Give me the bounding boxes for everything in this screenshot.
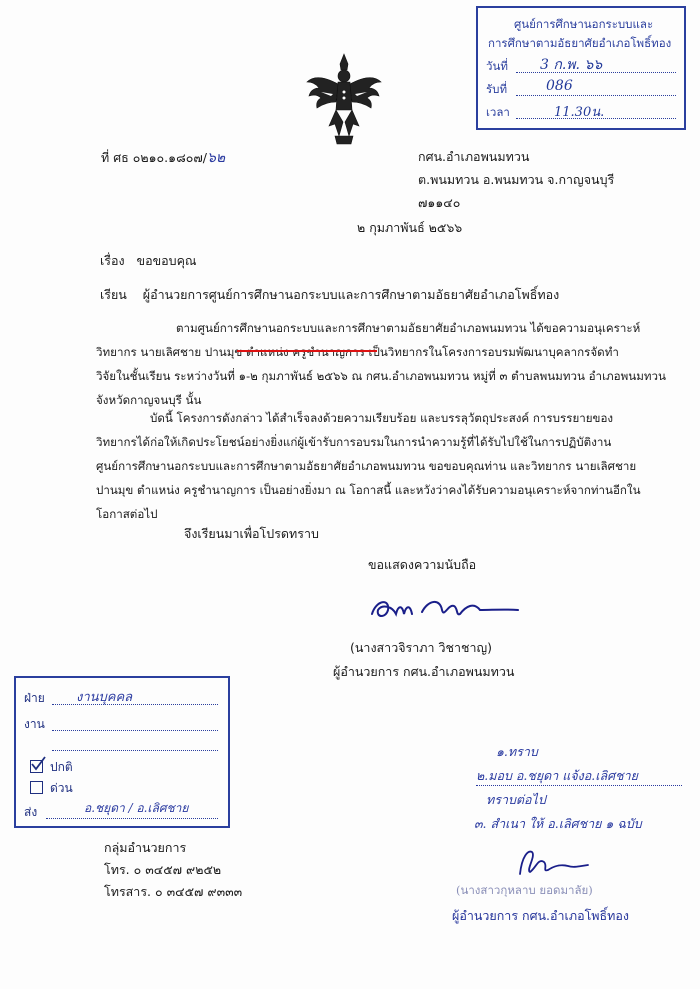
closing-regards: ขอแสดงความนับถือ — [368, 557, 477, 572]
paragraph-body — [96, 406, 668, 526]
paragraph-line: ศูนย์การศึกษานอกระบบและการศึกษาตามอัธยาศัยอำเภอพนมทวน ขอขอบคุณท่าน และวิทยากร นายเลิศชาย — [96, 459, 637, 473]
footer-group: กลุ่มอำนวยการ — [104, 840, 187, 855]
sender-line1: กศน.อำเภอพนมทวน — [418, 149, 530, 164]
receive-stamp — [476, 6, 686, 130]
director-title: ผู้อำนวยการ กศน.อำเภอโพธิ์ทอง — [452, 908, 630, 923]
document-date: ๒ กุมภาพันธ์ ๒๕๖๖ — [357, 220, 463, 235]
stamp-number-value: 086 — [546, 78, 573, 94]
paragraph-line: ตามศูนย์การศึกษานอกระบบและการศึกษาตามอัธยาศัยอำเภอพนมทวน ได้ขอความอนุเคราะห์ — [176, 321, 641, 335]
subject-label: เรื่อง — [100, 253, 125, 268]
stamp-org-line1: ศูนย์การศึกษานอกระบบและ — [514, 17, 654, 31]
send-label: ส่ง — [24, 805, 38, 819]
stamp-time-value: 11.30น. — [554, 105, 605, 120]
document-reference — [101, 147, 225, 169]
recipient-text: ผู้อำนวยการศูนย์การศึกษานอกระบบและการศึกษาตามอัธยาศัยอำเภอโพธิ์ทอง — [142, 287, 560, 302]
reference-prefix: ที่ ศธ ๐๒๑๐.๑๘๐๗/ — [101, 150, 207, 165]
check-mark-icon — [29, 756, 47, 772]
signer-title: ผู้อำนวยการ กศน.อำเภอพนมทวน — [333, 664, 515, 679]
red-underline-mark — [237, 350, 377, 352]
recipient-line — [100, 285, 559, 305]
recipient-label: เรียน — [100, 287, 127, 302]
garuda-emblem-icon — [305, 52, 383, 146]
paragraph-line: วิทยากร นายเลิศชาย ปานมุข ตำแหน่ง ครูชำนาญการ เป็นวิทยากรในโครงการอบรมพัฒนาบุคลากรจัดทำ — [96, 345, 619, 359]
division-label: ฝ่าย — [24, 691, 45, 705]
stamp-org-line2: การศึกษาตามอัธยาศัยอำเภอโพธิ์ทอง — [488, 36, 672, 50]
footer-fax: โทรสาร. ๐ ๓๔๕๗ ๙๓๓๓ — [104, 884, 243, 899]
note-line4: ๓. สำเนา ให้ อ.เลิศชาย ๑ ฉบับ — [474, 816, 642, 831]
director-name: (นางสาวกุหลาบ ยอดมาลัย) — [456, 883, 593, 897]
paragraph-intro — [96, 316, 668, 412]
urgent-checkbox — [30, 781, 43, 794]
reference-number: ๖๒ — [206, 150, 226, 166]
signer-name: (นางสาวจิราภา วิชาชาญ) — [350, 640, 493, 655]
subject-line — [100, 251, 197, 271]
sender-line3: ๗๑๑๔๐ — [418, 195, 461, 210]
paragraph-line: โอกาสต่อไป — [96, 507, 158, 521]
urgent-label: ด่วน — [50, 781, 73, 795]
routing-stamp — [14, 676, 230, 828]
note-line3: ทราบต่อไป — [486, 792, 546, 807]
paragraph-line: ปานมุข ตำแหน่ง ครูชำนาญการ เป็นอย่างยิ่งมา ณ โอกาสนี้ และหวังว่าคงได้รับความอนุเคราะห์จากท่านอีกใน — [96, 483, 641, 497]
closing-inform: จึงเรียนมาเพื่อโปรดทราบ — [184, 526, 319, 541]
note-line1: ๑.ทราบ — [496, 744, 538, 759]
work-label: งาน — [24, 717, 45, 731]
subject-text: ขอขอบคุณ — [136, 253, 197, 268]
stamp-date-label: วันที่ — [486, 59, 508, 73]
paragraph-line: วิทยากรได้ก่อให้เกิดประโยชน์อย่างยิ่งแก่ผู้เข้ารับการอบรมในการนำความรู้ที่ได้รับไปใช้ในการปฏิบัติงาน — [96, 435, 612, 449]
director-signature-image — [512, 846, 592, 880]
paragraph-line: บัดนี้ โครงการดังกล่าว ได้สำเร็จลงด้วยความเรียบร้อย และบรรลุวัตถุประสงค์ การบรรยายของ — [150, 411, 614, 425]
division-value: งานบุคคล — [76, 690, 133, 705]
footer-phone: โทร. ๐ ๓๔๕๗ ๙๒๕๒ — [104, 862, 222, 877]
stamp-date-value: 3 ก.พ. ๖๖ — [540, 57, 603, 73]
normal-label: ปกติ — [50, 760, 73, 774]
stamp-number-label: รับที่ — [486, 82, 508, 96]
paragraph-line: วิจัยในชั้นเรียน ระหว่างวันที่ ๑-๒ กุมภาพันธ์ ๒๕๖๖ ณ กศน.อำเภอพนมทวน หมู่ที่ ๓ ตำบลพนมทวน อำเภอพนมทวน — [96, 369, 666, 383]
stamp-time-label: เวลา — [486, 105, 510, 119]
note-line2: ๒.มอบ อ.ชยุดา แจ้งอ.เลิศชาย — [476, 768, 638, 783]
sender-line2: ต.พนมทวน อ.พนมทวน จ.กาญจนบุรี — [418, 172, 615, 187]
send-value: อ.ชยุดา / อ.เลิศชาย — [84, 801, 189, 815]
paragraph-line: จังหวัดกาญจนบุรี นั้น — [96, 393, 202, 407]
signature-image — [362, 592, 522, 626]
